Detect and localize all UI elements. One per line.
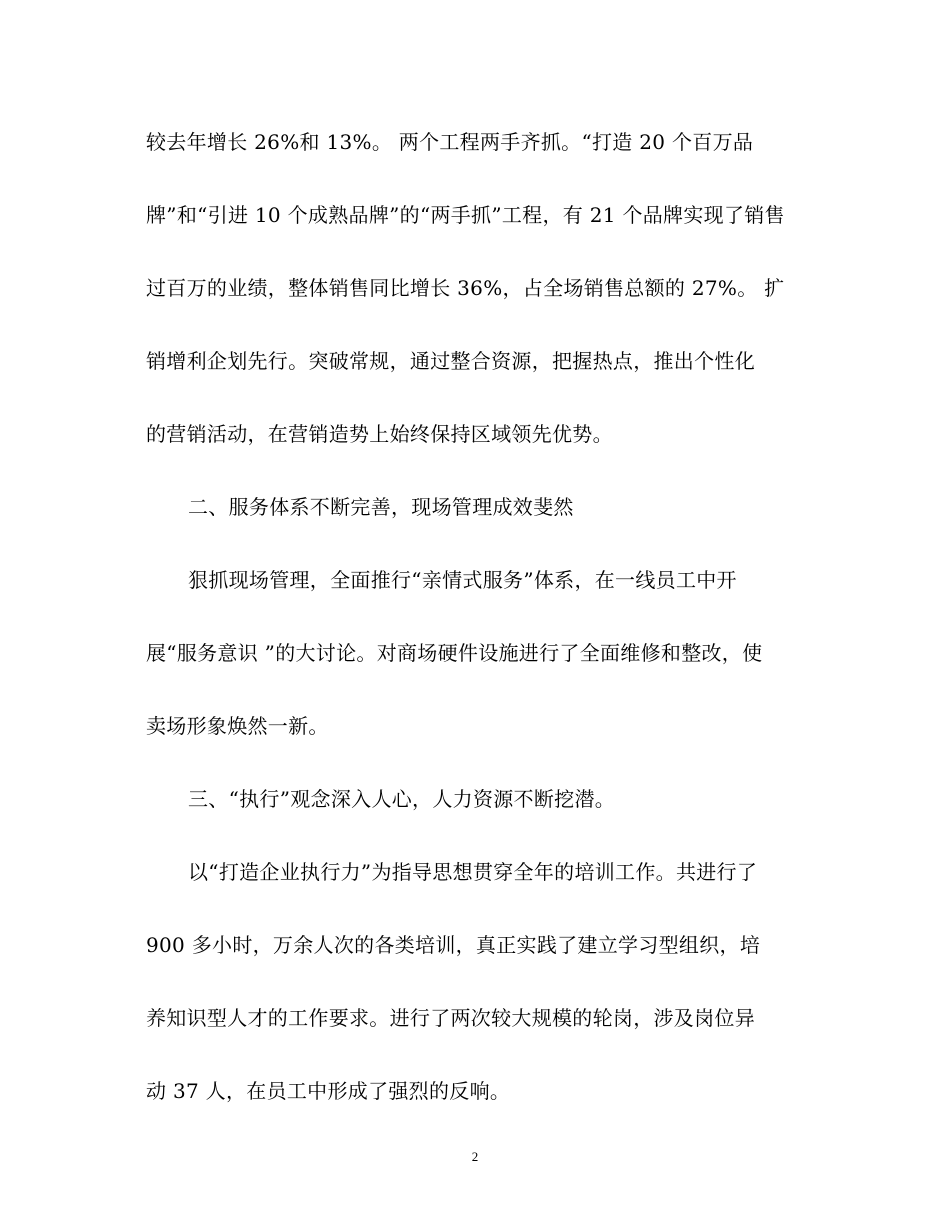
paragraph-line: 狠抓现场管理，全面推行“亲情式服务”体系，在一线员工中开: [188, 568, 737, 592]
paragraph-line: 牌”和“引进 10 个成熟品牌”的“两手抓”工程，有 21 个品牌实现了销售: [146, 203, 785, 227]
paragraph-line: 养知识型人才的工作要求。进行了两次较大规模的轮岗，涉及岗位异: [146, 1006, 755, 1030]
section-heading: 二、服务体系不断完善，现场管理成效斐然: [188, 495, 574, 519]
paragraph-line: 动 37 人，在员工中形成了强烈的反响。: [146, 1079, 511, 1103]
paragraph-line: 展“服务意识 ”的大讨论。对商场硬件设施进行了全面维修和整改，使: [146, 641, 763, 665]
page-number: 2: [471, 1149, 479, 1164]
paragraph-line: 卖场形象焕然一新。: [146, 714, 329, 738]
paragraph-line: 过百万的业绩，整体销售同比增长 36%，占全场销售总额的 27%。 扩: [146, 276, 785, 300]
paragraph-line: 销增利企划先行。突破常规，通过整合资源，把握热点，推出个性化: [146, 349, 755, 373]
paragraph-line: 的营销活动，在营销造势上始终保持区域领先优势。: [146, 422, 613, 446]
section-heading: 三、“执行”观念深入人心，人力资源不断挖潜。: [188, 787, 616, 811]
paragraph-line: 以“打造企业执行力”为指导思想贯穿全年的培训工作。共进行了: [188, 860, 758, 884]
paragraph-line: 900 多小时，万余人次的各类培训，真正实践了建立学习型组织，培: [146, 933, 761, 957]
paragraph-line: 较去年增长 26%和 13%。 两个工程两手齐抓。“打造 20 个百万品: [146, 130, 754, 154]
